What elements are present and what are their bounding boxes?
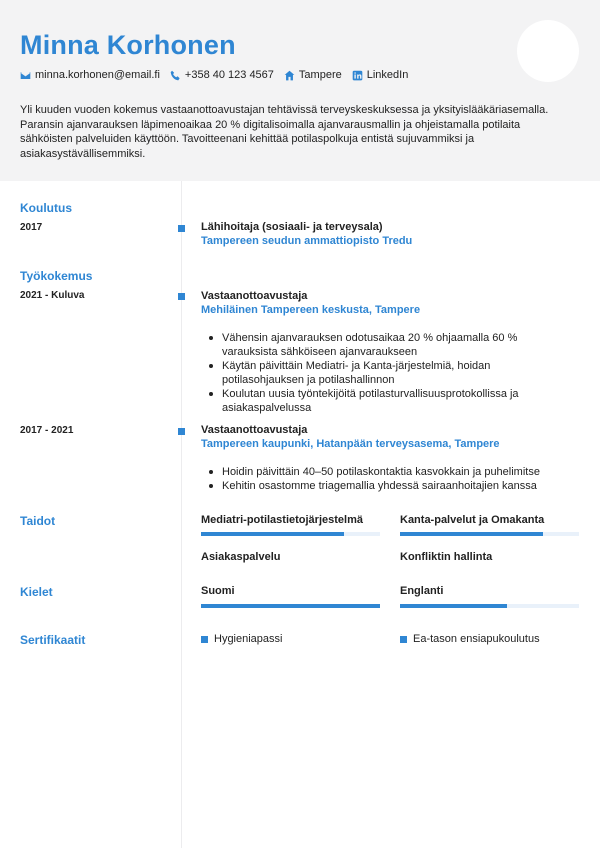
certificate-marker bbox=[201, 636, 208, 643]
certificate-item bbox=[400, 633, 540, 645]
home-icon bbox=[284, 70, 295, 81]
language-name: Suomi bbox=[201, 585, 235, 597]
candidate-name: Minna Korhonen bbox=[20, 30, 236, 60]
header bbox=[0, 0, 600, 181]
job-role: Vastaanottoavustaja bbox=[201, 424, 308, 436]
email-icon bbox=[20, 70, 31, 81]
language-bar-fill bbox=[201, 604, 380, 608]
certificate-marker bbox=[400, 636, 407, 643]
skill-name: Asiakaspalvelu bbox=[201, 551, 281, 563]
education-school: Tampereen seudun ammattiopisto Tredu bbox=[201, 235, 413, 247]
contact-location bbox=[284, 69, 342, 81]
contact-email[interactable] bbox=[20, 69, 160, 81]
skill-bar-fill bbox=[201, 532, 344, 536]
contact-phone-text: +358 40 123 4567 bbox=[184, 69, 274, 81]
skill-bar bbox=[201, 532, 380, 536]
job-org: Tampereen kaupunki, Hatanpään terveysasema, Tampere bbox=[201, 438, 500, 450]
certificate-label: Hygieniapassi bbox=[214, 633, 283, 645]
contact-email-text: minna.korhonen@email.fi bbox=[35, 69, 160, 81]
language-bar bbox=[400, 604, 579, 608]
job-org: Mehiläinen Tampereen keskusta, Tampere bbox=[201, 304, 421, 316]
languages-title: Kielet bbox=[20, 585, 53, 599]
language-name: Englanti bbox=[400, 585, 444, 597]
contact-phone[interactable] bbox=[170, 69, 274, 81]
phone-icon bbox=[170, 70, 181, 81]
job-bullets bbox=[222, 331, 572, 415]
column-divider bbox=[181, 181, 182, 848]
list-item: Vähensin ajanvarauksen odotusaikaa 20 % ohjaamalla 60 % varauksista sähköiseen ajanvaraukseen bbox=[222, 331, 572, 359]
experience-title: Työkokemus bbox=[20, 269, 93, 283]
list-item: Kehitin osastomme triagemallia yhdessä sairaanhoitajien kanssa bbox=[222, 479, 572, 493]
skill-bar-fill bbox=[400, 532, 543, 536]
profile-photo-placeholder bbox=[517, 20, 579, 82]
skills-title: Taidot bbox=[20, 514, 56, 528]
education-title: Koulutus bbox=[20, 201, 72, 215]
contact-linkedin[interactable] bbox=[352, 69, 409, 81]
list-item: Koulutan uusia työntekijöitä potilasturvallisuusprotokollissa ja asiakaspalvelussa bbox=[222, 387, 572, 415]
skill-name: Kanta-palvelut ja Omakanta bbox=[400, 514, 545, 526]
certificates-title: Sertifikaatit bbox=[20, 633, 86, 647]
job-marker bbox=[178, 293, 185, 300]
language-bar-fill bbox=[400, 604, 507, 608]
job-role: Vastaanottoavustaja bbox=[201, 290, 308, 302]
profile-summary: Yli kuuden vuoden kokemus vastaanottoavustajan tehtävissä terveyskeskuksessa ja yksityislääkäriasemalla. Paransin ajanvarauksen läpimenoaikaa 20 % digitalisoimalla ajanvarausmallin ja ohjeistamalla potilaita sähköisten palveluiden käyttöön. Tavoitteenani kehittää potilaspolkuja entistä sujuvammiksi ja asiakasystävällisemmiksi. bbox=[20, 104, 549, 160]
list-item: Hoidin päivittäin 40–50 potilaskontaktia kasvokkain ja puhelimitse bbox=[222, 465, 572, 479]
education-date: 2017 bbox=[20, 222, 43, 233]
job-date: 2017 - 2021 bbox=[20, 425, 74, 436]
certificate-item bbox=[201, 633, 282, 645]
language-bar bbox=[201, 604, 380, 608]
education-degree: Lähihoitaja (sosiaali- ja terveysala) bbox=[201, 221, 383, 233]
certificate-label: Ea-tason ensiapukoulutus bbox=[413, 633, 540, 645]
skill-name: Konfliktin hallinta bbox=[400, 551, 493, 563]
job-marker bbox=[178, 428, 185, 435]
skill-bar bbox=[400, 532, 579, 536]
linkedin-icon bbox=[352, 70, 363, 81]
education-marker bbox=[178, 225, 185, 232]
contact-location-text: Tampere bbox=[298, 69, 342, 81]
contact-linkedin-text: LinkedIn bbox=[366, 69, 409, 81]
job-bullets bbox=[222, 465, 572, 493]
job-date: 2021 - Kuluva bbox=[20, 290, 85, 301]
list-item: Käytän päivittäin Mediatri- ja Kanta-järjestelmiä, hoidan potilasohjauksen ja potilashallinnon bbox=[222, 359, 572, 387]
skill-name: Mediatri-potilastietojärjestelmä bbox=[201, 514, 363, 526]
contact-row bbox=[20, 69, 418, 81]
